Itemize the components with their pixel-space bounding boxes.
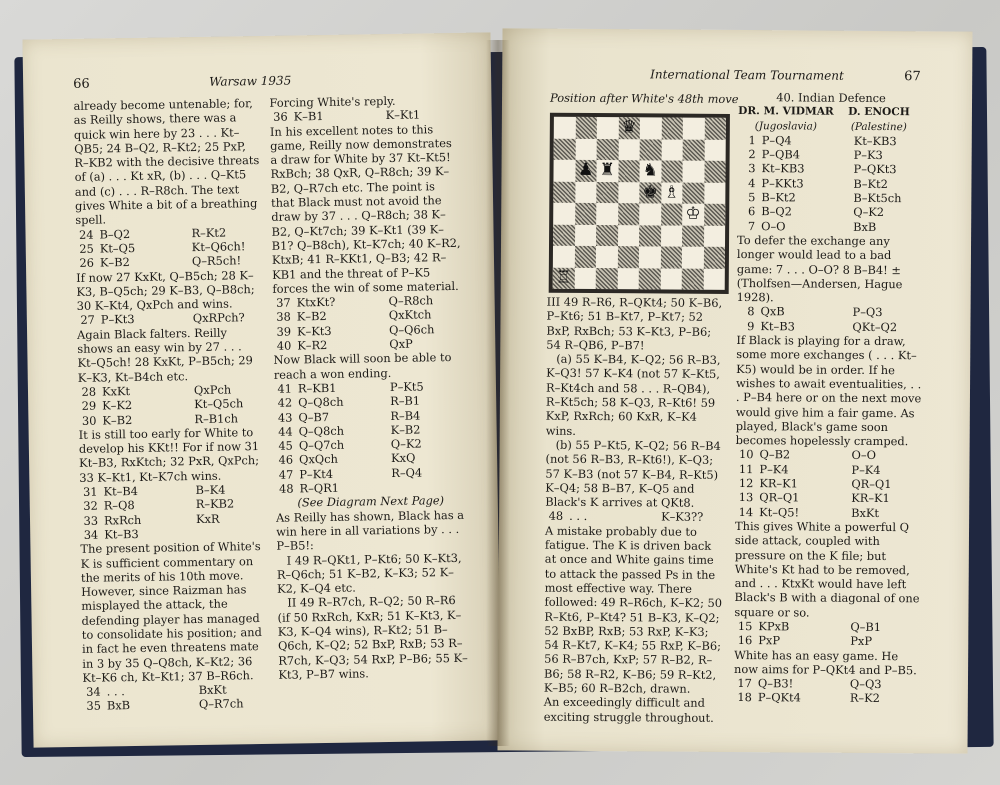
move-list — [274, 379, 466, 496]
move-row — [734, 690, 920, 706]
move-list — [545, 509, 725, 525]
board-square — [661, 117, 683, 139]
black-move: KxR — [195, 511, 220, 526]
white-move: Q–B2 — [759, 447, 791, 462]
move-number: 29 — [81, 398, 97, 414]
white-move: K–B1 — [293, 109, 324, 124]
white-move: K–B2 — [102, 412, 133, 428]
board-square — [618, 160, 640, 182]
move-number: 24 — [78, 227, 94, 242]
move-number: 25 — [79, 241, 94, 256]
white-move: Kt–B4 — [103, 483, 139, 499]
page-number: 67 — [904, 69, 921, 85]
move-number: 46 — [278, 452, 294, 468]
black-move — [196, 525, 266, 540]
board-square — [639, 225, 661, 247]
board-square — [640, 139, 662, 161]
white-move: Kt–Q5 — [99, 240, 136, 256]
black-move: P–QKt3 — [853, 162, 897, 177]
move-row — [737, 190, 923, 206]
move-number: 34 — [86, 684, 101, 699]
paragraph: In his excellent notes to this game, Reilly now demonstrates a draw for White by 37 Kt–Kt5! RxBch; 38 QxR, Q–R8ch; 39 K–B2, Q–R7ch etc. The point is that Black must not avoid the draw by 37 . . . Q–R8ch; 38 K–B2, Q–Kt7ch; 39 K–Kt1 (39 K–B1? Q–B8ch), Kt–K7ch; 40 K–R2, KtxB; 41 R–KKt1, Q–B3; 42 R–KB1 and the threat of P–K5 forces the win of some material. — [269, 121, 461, 296]
page-number: 66 — [73, 76, 90, 92]
white-move: B–Kt2 — [761, 190, 796, 205]
move-number: 32 — [83, 498, 98, 514]
black-move: R–B1ch — [194, 410, 239, 426]
move-number: 28 — [81, 384, 97, 399]
move-number: 41 — [277, 381, 293, 396]
board-square — [553, 203, 575, 225]
white-move: . . . — [106, 684, 125, 699]
white-move: KtxKt? — [296, 294, 336, 310]
board-square — [575, 138, 597, 160]
white-move: B–Q2 — [761, 204, 792, 219]
white-move: K–Kt3 — [296, 323, 332, 339]
board-square — [661, 225, 683, 247]
paragraph: The present position of White's K is sufficient commentary on the merits of his 10th move. However, since Raizman has misplayed the attack, the defending player has managed to consolidate his position; and in fact he even threatens mate in 3 by 35 Q–Q8ch, K–Kt2; 36 Kt–K6 ch, Kt–Kt1; 37 B–R6ch. — [80, 539, 262, 685]
white-player: DR. M. VIDMAR — [738, 105, 834, 118]
black-move: Q–R8ch — [388, 293, 434, 309]
move-number: 34 — [83, 527, 99, 542]
move-number: 9 — [747, 318, 755, 333]
move-number: 1 — [748, 132, 756, 148]
board-square — [660, 268, 682, 290]
countries-row — [738, 119, 924, 135]
move-row — [738, 147, 924, 163]
diagram-caption: Position after White's 48th move — [549, 90, 739, 107]
white-move: PxP — [758, 633, 781, 648]
move-list — [736, 304, 922, 334]
black-move: Kt–Q6ch! — [191, 239, 246, 255]
move-list — [735, 447, 921, 520]
move-number: 4 — [748, 175, 756, 190]
black-move: P–Q3 — [852, 305, 883, 320]
move-row — [736, 319, 922, 335]
board-square — [703, 247, 725, 269]
board-square — [596, 225, 618, 247]
white-move: P–KKt3 — [761, 175, 804, 191]
board-square — [553, 160, 575, 182]
paragraph: III 49 R–R6, R–QKt4; 50 K–B6, P–Kt6; 51 B–Kt7, P–Kt7; 52 BxP, RxBch; 53 K–Kt3, P–B6; 54 R–QB6, P–B7! — [546, 294, 723, 353]
board-square — [618, 225, 640, 247]
move-number: 14 — [738, 504, 754, 519]
move-number: 26 — [79, 255, 95, 271]
move-number: 38 — [276, 309, 291, 325]
board-square — [553, 224, 575, 246]
black-move: BxKt — [198, 682, 227, 698]
white-move: Kt–KB3 — [761, 161, 805, 176]
move-number: 6 — [747, 204, 756, 219]
text-column-1 — [544, 295, 727, 725]
board-square — [661, 160, 683, 182]
board-square — [639, 268, 661, 290]
board-square — [640, 117, 662, 139]
board-square — [639, 246, 661, 268]
white-move: QR–Q1 — [759, 490, 800, 505]
move-number: 12 — [738, 476, 754, 491]
white-move: Kt–B3 — [104, 526, 139, 542]
board-square — [704, 118, 726, 140]
move-number: 5 — [748, 190, 756, 205]
move-number: 17 — [737, 676, 753, 691]
board-square — [596, 203, 618, 225]
move-row — [737, 219, 923, 235]
black-move: QxKtch — [388, 307, 432, 323]
black-move: P–K3 — [853, 148, 883, 163]
white-move: RxRch — [103, 512, 142, 528]
black-move: K–K3?? — [661, 509, 704, 525]
black-move — [391, 479, 465, 494]
board-square — [661, 203, 683, 225]
paragraph: An exceedingly difficult and exciting struggle throughout. — [543, 694, 714, 725]
chess-piece: ♞ — [642, 160, 658, 181]
black-move: R–KB2 — [195, 496, 235, 512]
white-move: O–O — [761, 218, 786, 234]
move-number: 42 — [277, 395, 293, 410]
chess-piece: ♗ — [663, 181, 680, 203]
white-move: K–K2 — [102, 398, 133, 413]
move-list — [737, 133, 924, 234]
board-square — [554, 138, 576, 160]
move-number: 30 — [81, 413, 97, 428]
paragraph: (b) 55 P–Kt5, K–Q2; 56 R–B4 (not 56 R–B3, R–Kt6!), K–Q3; 57 K–B3 (not 57 K–B4, R–Kt5) K–Q4; 58 B–B7, K–Q5 and Black's K arrives at QKt8. — [545, 437, 721, 510]
white-move: P–K4 — [759, 461, 789, 477]
running-head: International Team Tournament — [650, 67, 844, 83]
board-square — [575, 181, 597, 203]
move-list — [273, 293, 464, 353]
black-move: Q–K2 — [390, 436, 422, 452]
white-move: . . . — [569, 509, 588, 524]
board-square — [704, 182, 726, 204]
board-square — [704, 139, 726, 161]
black-move: BxKt — [851, 505, 880, 520]
white-move: K–R2 — [297, 338, 328, 353]
board-square — [575, 117, 597, 139]
white-move: KxKt — [101, 384, 131, 399]
board-square — [596, 182, 618, 204]
black-move: QxPch — [193, 382, 232, 398]
text-column-2 — [269, 93, 468, 682]
move-number: 13 — [738, 490, 754, 505]
white-move: Q–B3! — [757, 676, 794, 691]
move-number: 48 — [278, 481, 294, 496]
chess-board-diagram — [549, 113, 730, 294]
move-number: 39 — [276, 324, 292, 339]
board-square — [596, 246, 618, 268]
chess-piece: ♚ — [642, 181, 658, 202]
move-number: 16 — [737, 633, 753, 648]
black-move: QR–Q1 — [851, 476, 892, 492]
white-move: K–B2 — [296, 309, 327, 324]
black-move: BxB — [853, 219, 877, 234]
board-square — [618, 182, 640, 204]
board-square — [596, 268, 618, 290]
move-list — [83, 682, 269, 714]
white-move: R–Q8 — [103, 498, 135, 513]
white-move: P–Kt3 — [100, 312, 135, 327]
move-row — [737, 304, 923, 320]
move-row — [737, 176, 923, 192]
white-move: Q–B7 — [298, 409, 330, 424]
white-country: (Jugoslavia) — [754, 119, 817, 133]
move-number: 10 — [739, 447, 754, 462]
white-move: Kt–B3 — [760, 318, 795, 334]
white-move: K–B2 — [99, 255, 130, 270]
chess-piece: ♛ — [621, 117, 637, 138]
board-square — [682, 268, 704, 290]
board-square — [683, 118, 705, 140]
book-gutter — [486, 40, 510, 746]
black-move: Q–K2 — [853, 205, 885, 220]
black-move: KR–K1 — [851, 491, 890, 506]
move-number: 44 — [278, 424, 293, 439]
white-move: Kt–Q5! — [759, 504, 800, 520]
white-move: BxB — [106, 698, 131, 713]
black-move: O–O — [851, 448, 876, 463]
board-square — [617, 268, 639, 290]
diagram-note: (See Diagram Next Page) — [297, 493, 445, 510]
board-square — [574, 267, 596, 289]
paragraph: If now 27 KxKt, Q–B5ch; 28 K–K3, B–Q5ch; 29 K–B3, Q–B8ch; 30 K–Kt4, QxPch and wins. — [76, 267, 255, 314]
move-number: 40 — [276, 338, 292, 353]
white-move: KR–K1 — [759, 476, 798, 491]
board-square — [553, 246, 575, 268]
black-move: Kt–KB3 — [853, 133, 897, 149]
move-number: 37 — [276, 295, 291, 310]
black-move: P–K4 — [851, 462, 881, 477]
black-move: P–Kt5 — [389, 379, 424, 394]
board-square — [617, 246, 639, 268]
white-move: R–KB1 — [297, 380, 337, 396]
move-number: 31 — [82, 484, 98, 499]
paragraph: I 49 R–QKt1, P–Kt6; 50 K–Kt3, R–Q6ch; 51 K–B2, K–K3; 52 K–K2, K–Q4 etc. — [276, 550, 462, 596]
black-move: Q–Q3 — [849, 676, 882, 692]
board-square — [704, 161, 726, 183]
board-square — [683, 139, 705, 161]
black-move: Q–Q6ch — [388, 322, 435, 337]
white-move: QxQch — [298, 452, 339, 467]
white-move: Q–Q8ch — [298, 423, 345, 439]
board-square — [703, 268, 725, 290]
white-move: Q–Q8ch — [298, 394, 344, 410]
black-move: K–B2 — [390, 422, 421, 437]
board-square — [682, 182, 704, 204]
running-head: Warsaw 1935 — [209, 73, 292, 89]
move-number: 3 — [748, 161, 756, 176]
move-number: 35 — [86, 699, 102, 714]
board-square — [661, 139, 683, 161]
white-move: QxB — [760, 304, 785, 319]
move-number: 27 — [80, 313, 95, 328]
move-row — [735, 490, 921, 506]
paragraph: Again Black falters. Reilly shows an easy win by 27 . . . Kt–Q5ch! 28 KxKt, P–B5ch; 29 K–K3, Kt–B4ch etc. — [76, 325, 253, 385]
white-move: P–QB4 — [761, 147, 801, 162]
move-number: 2 — [748, 147, 756, 162]
move-list — [734, 619, 920, 649]
left-page — [22, 32, 501, 747]
paragraph: This gives White a powerful Q side attack, coupled with pressure on the K file; but White's Kt had to be removed, and . . . KtxKt would have left Black's B with a diagonal of one square or so. — [734, 518, 920, 620]
black-move: Q–B1 — [850, 619, 882, 635]
black-player: D. ENOCH — [848, 106, 910, 119]
board-square — [618, 139, 640, 161]
board-square — [554, 117, 576, 139]
board-square — [575, 224, 597, 246]
board-square — [682, 247, 704, 269]
white-move: P–QKt4 — [757, 690, 801, 705]
board-square — [553, 181, 575, 203]
move-number: 36 — [273, 109, 288, 125]
move-list — [75, 225, 262, 271]
move-row — [734, 619, 920, 635]
paragraph: Forcing White's reply. — [269, 93, 396, 110]
board-square — [682, 161, 704, 183]
board-square — [597, 117, 619, 139]
text-column-2 — [734, 90, 924, 706]
white-move: KPxB — [758, 619, 790, 634]
move-row — [734, 633, 920, 649]
move-number: 7 — [747, 218, 756, 233]
chess-piece: ♔ — [685, 203, 701, 224]
black-move: Kt–Q5ch — [194, 396, 244, 412]
black-move: B–K4 — [195, 482, 226, 498]
white-move: R–QR1 — [299, 480, 340, 496]
paragraph: If Black is playing for a draw, some more exchanges ( . . . Kt–K5) would be in order. If he wishes to await eventualities, . . . P–B4 here or on the next move would give him a fair game. As played, Black's game soon becomes hopelessly cramped. — [735, 333, 922, 449]
paragraph: A mistake probably due to fatigue. The K is driven back at once and White gains time to attack the passed Ps in the most effective way. There followed: 49 R–R6ch, K–K2; 50 R–Kt6, P–Kt4? 51 B–K3, K–Q2; 52 BxBP, RxB; 53 RxP, K–K3; 54 R–Kt7, K–K4; 55 RxP, K–B6; 56 R–B7ch, KxP; 57 R–B2, R–B6; 58 R–R2, K–B6; 59 R–Kt2, K–B5; 60 R–B2ch, drawn. — [543, 523, 723, 696]
board-square — [597, 139, 619, 161]
chess-piece: ♖ — [555, 267, 572, 288]
white-move: Q–Q7ch — [298, 437, 345, 453]
text-column-1 — [73, 96, 269, 714]
move-number: 43 — [277, 410, 293, 425]
move-number: 33 — [83, 513, 99, 528]
move-list — [79, 482, 266, 542]
board-square — [704, 225, 726, 247]
move-number: 48 — [548, 509, 564, 524]
move-row — [545, 509, 725, 525]
move-row — [735, 476, 921, 492]
paragraph: To defer the exchange any longer would lead to a bad game: 7 . . . O–O? 8 B–B4! ± (Tholfsen—Andersen, Hague 1928). — [736, 232, 903, 305]
black-move: B–Kt5ch — [853, 190, 902, 206]
paragraph: It is still too early for White to develop his KKt!! For if now 31 Kt–B3, RxKtch; 32 PxR, QxPch; 33 K–Kt1, Kt–K7ch wins. — [78, 424, 260, 485]
move-row — [736, 447, 922, 463]
move-row — [83, 696, 269, 713]
move-row — [734, 676, 920, 692]
move-number: 11 — [738, 461, 754, 476]
board-square — [575, 203, 597, 225]
paragraph: Now Black will soon be able to reach a won ending. — [273, 350, 452, 382]
black-move: R–B4 — [390, 408, 421, 423]
move-number: 18 — [737, 690, 752, 705]
black-move: Q–R7ch — [198, 696, 244, 712]
black-move: KxQ — [390, 451, 416, 466]
black-move: R–K2 — [849, 691, 880, 706]
black-move: QxP — [389, 336, 413, 352]
white-move: P–Kt4 — [299, 466, 334, 482]
move-row — [738, 133, 924, 149]
move-number: 45 — [278, 438, 293, 453]
move-row — [737, 204, 923, 220]
white-move: P–Q4 — [761, 133, 792, 148]
board-square — [660, 246, 682, 268]
black-move: QKt–Q2 — [852, 319, 898, 334]
black-move: R–Q4 — [391, 465, 423, 480]
chess-piece: ♟ — [578, 159, 594, 181]
white-move: B–Q2 — [99, 226, 131, 242]
move-number: 47 — [278, 467, 294, 482]
paragraph: already become untenable; for, as Reilly shows, there was a quick win here by 23 . . . Kt–QB5; 24 B–Q2, R–Kt2; 25 PxP, R–KB2 with the decisive threats of (a) . . . Kt xR, (b) . . . Q–Kt5 and (c) . . . R–R8ch. The text gives White a bit of a breathing spell. — [73, 96, 260, 228]
paragraph: II 49 R–R7ch, R–Q2; 50 R–R6 (if 50 RxRch, KxR; 51 K–Kt3, K–K3, K–Q4 wins), R–Kt2; 51 B–Q6ch, K–Q2; 52 BxP, RxB; 53 R–R7ch, K–Q3; 54 RxP, P–B6; 55 K–Kt3, P–B7 wins. — [277, 593, 468, 682]
players-row — [738, 104, 924, 120]
game-title: 40. Indian Defence — [776, 90, 886, 106]
black-move: Q–R5ch! — [191, 253, 242, 269]
black-move: R–B1 — [390, 393, 421, 409]
move-number: 8 — [747, 304, 755, 319]
black-move: B–Kt2 — [853, 176, 888, 191]
black-move: PxP — [850, 634, 873, 649]
paragraph: As Reilly has shown, Black has a win here in all variations by . . . P–B5!: — [275, 507, 465, 553]
black-country: (Palestine) — [850, 120, 907, 133]
right-page — [497, 28, 972, 753]
board-square — [704, 204, 726, 226]
move-row — [738, 161, 924, 177]
board-square — [574, 246, 596, 268]
chess-piece: ♜ — [599, 160, 615, 181]
move-row — [77, 310, 263, 327]
move-row — [735, 462, 921, 478]
black-move: QxRPch? — [192, 310, 245, 326]
black-move: K–Kt1 — [385, 107, 421, 123]
board-square — [639, 203, 661, 225]
move-number: 15 — [737, 619, 753, 634]
move-list — [734, 676, 920, 706]
move-row — [735, 505, 921, 521]
black-move: R–Kt2 — [191, 225, 227, 240]
move-list — [77, 310, 263, 327]
paragraph: (a) 55 K–B4, K–Q2; 56 R–B3, K–Q3! 57 K–K4 (not 57 K–Kt5, R–Kt4ch and 58 . . . R–QB4), R–Kt5ch; 58 K–Q3, R–Kt6! 59 KxP, RxRch; 60 KxR, K–K4 wins. — [545, 351, 721, 438]
paragraph: White has an easy game. He now aims for P–QKt4 and P–B5. — [734, 647, 917, 678]
board-square — [682, 225, 704, 247]
board-square — [618, 203, 640, 225]
move-list — [78, 382, 265, 428]
